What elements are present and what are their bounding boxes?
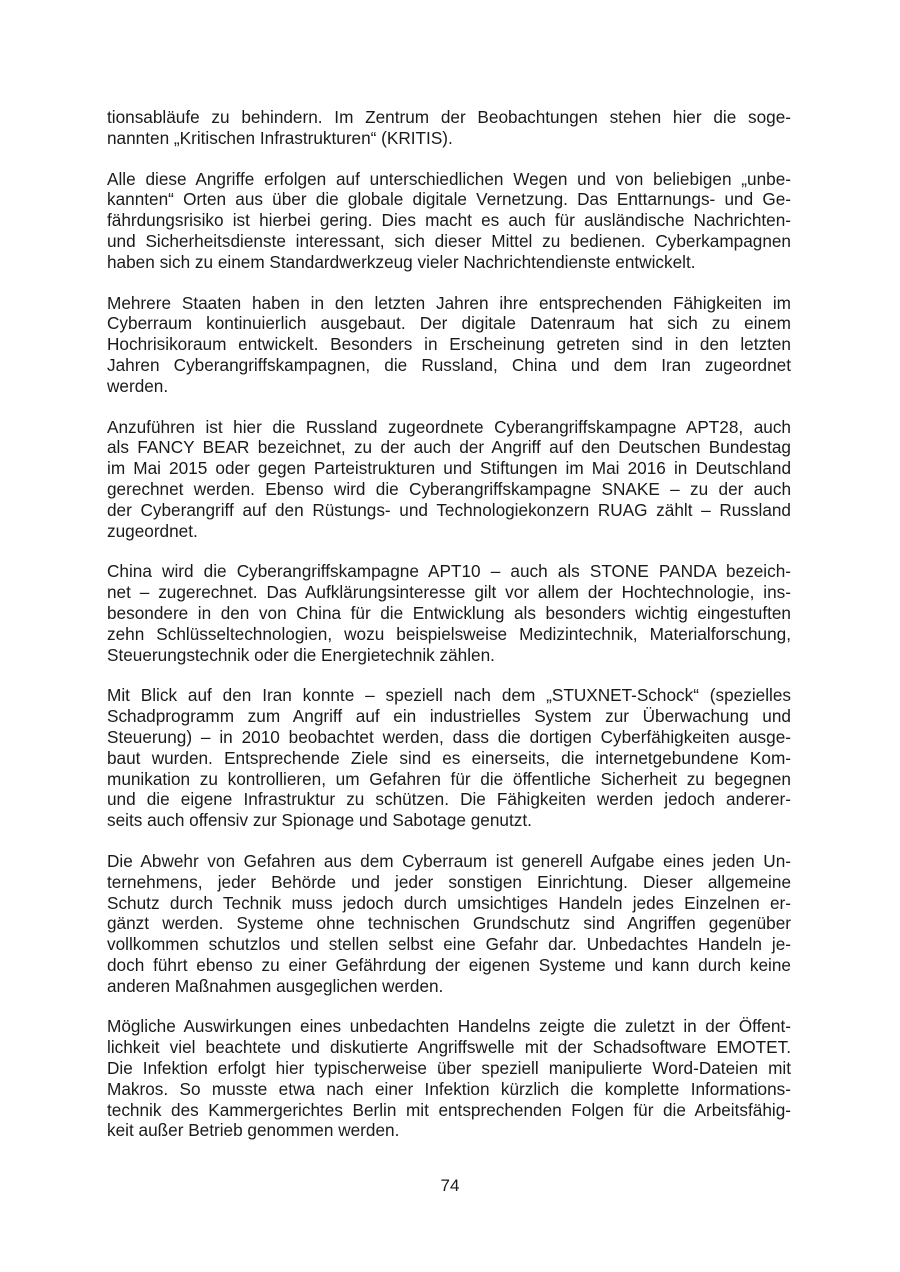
text-line: gänzt werden. Systeme ohne technischen Grundschutz sind Angriffen gegenüber — [107, 913, 791, 934]
text-line: zehn Schlüsseltechnologien, wozu beispielsweise Medizintechnik, Materialforschung, — [107, 623, 791, 644]
text-line: Jahren Cyberangriffskampagnen, die Russland, China und dem Iran zugeordnet — [107, 354, 791, 375]
text-line: baut wurden. Entsprechende Ziele sind es einerseits, die internetgebundene Kom- — [107, 747, 791, 768]
text-line: Steuerungstechnik oder die Energietechnik zählen. — [107, 644, 495, 665]
text-line: der Cyberangriff auf den Rüstungs- und Technologiekonzern RUAG zählt – Russland — [107, 499, 791, 520]
paragraph-iran — [107, 685, 791, 831]
text-line: lichkeit viel beachtete und diskutierte Angriffswelle mit der Schadsoftware EMOTET. — [107, 1037, 791, 1058]
paragraph-russia — [107, 417, 791, 542]
text-line: ternehmens, jeder Behörde und jeder sonstigen Einrichtung. Dieser allgemeine — [107, 871, 791, 892]
text-line: als FANCY BEAR bezeichnet, zu der auch der Angriff auf den Deutschen Bundestag — [107, 437, 791, 458]
text-line: Cyberraum kontinuierlich ausgebaut. Der digitale Datenraum hat sich zu einem — [107, 313, 791, 334]
text-line: im Mai 2015 oder gegen Parteistrukturen und Stiftungen im Mai 2016 in Deutschland — [107, 458, 791, 479]
text-line: keit außer Betrieb genommen werden. — [107, 1120, 400, 1141]
text-line: kannten“ Orten aus über die globale digitale Vernetzung. Das Enttarnungs- und Ge- — [107, 189, 791, 210]
text-line: nannten „Kritischen Infrastrukturen“ (KRITIS). — [107, 127, 453, 148]
page-number: 74 — [440, 1176, 460, 1195]
text-line: munikation zu kontrollieren, um Gefahren für die öffentliche Sicherheit zu begegnen — [107, 768, 791, 789]
text-line: Mögliche Auswirkungen eines unbedachten Handelns zeigte die zuletzt in der Öffent- — [107, 1016, 791, 1037]
text-line: anderen Maßnahmen ausgeglichen werden. — [107, 975, 444, 996]
paragraph-china — [107, 561, 791, 665]
text-line: technik des Kammergerichtes Berlin mit entsprechenden Folgen für die Arbeitsfähig- — [107, 1099, 791, 1120]
paragraph-attack-paths — [107, 169, 791, 273]
text-line: Anzuführen ist hier die Russland zugeordnete Cyberangriffskampagne APT28, auch — [107, 416, 791, 437]
text-line: Alle diese Angriffe erfolgen auf unterschiedlichen Wegen und von beliebigen „unbe- — [107, 168, 791, 189]
text-line: Hochrisikoraum entwickelt. Besonders in Erscheinung getreten sind in den letzten — [107, 334, 791, 355]
paragraph-states-capabilities — [107, 293, 791, 397]
paragraph-defense — [107, 851, 791, 997]
body-text — [107, 107, 791, 1161]
text-line: und Sicherheitsdienste interessant, sich dieser Mittel zu bedienen. Cyberkampagnen — [107, 230, 791, 251]
text-line: tionsabläufe zu behindern. Im Zentrum der Beobachtungen stehen hier die soge- — [107, 107, 791, 127]
text-line: Steuerung) – in 2010 beobachtet werden, dass die dortigen Cyberfähigkeiten ausge- — [107, 726, 791, 747]
text-line: Mit Blick auf den Iran konnte – speziell nach dem „STUXNET-Schock“ (spezielles — [107, 685, 791, 706]
text-line: Schadprogramm zum Angriff auf ein industrielles System zur Überwachung und — [107, 706, 791, 727]
text-line: besondere in den von China für die Entwicklung als besonders wichtig eingestuften — [107, 602, 791, 623]
text-line: Makros. So musste etwa nach einer Infektion kürzlich die komplette Informations- — [107, 1078, 791, 1099]
text-line: und die eigene Infrastruktur zu schützen. Die Fähigkeiten werden jedoch anderer- — [107, 789, 791, 810]
text-line: net – zugerechnet. Das Aufklärungsinteresse gilt vor allem der Hochtechnologie, ins- — [107, 582, 791, 603]
text-line: haben sich zu einem Standardwerkzeug vieler Nachrichtendienste entwickelt. — [107, 251, 696, 272]
paragraph-emotet — [107, 1016, 791, 1141]
text-line: vollkommen schutzlos und stellen selbst eine Gefahr dar. Unbedachtes Handeln je- — [107, 934, 791, 955]
text-line: Die Infektion erfolgt hier typischerweise über speziell manipulierte Word-Dateien mit — [107, 1058, 791, 1079]
text-line: seits auch offensiv zur Spionage und Sabotage genutzt. — [107, 810, 532, 831]
text-line: fährdungsrisiko ist hierbei gering. Dies macht es auch für ausländische Nachrichten- — [107, 210, 791, 231]
text-line: Schutz durch Technik muss jedoch durch umsichtiges Handeln jedes Einzelnen er- — [107, 892, 791, 913]
text-line: gerechnet werden. Ebenso wird die Cyberangriffskampagne SNAKE – zu der auch — [107, 478, 791, 499]
text-line: zugeordnet. — [107, 520, 198, 541]
text-line: Die Abwehr von Gefahren aus dem Cyberraum ist generell Aufgabe eines jeden Un- — [107, 850, 791, 871]
text-line: werden. — [107, 375, 169, 396]
text-line: Mehrere Staaten haben in den letzten Jahren ihre entsprechenden Fähigkeiten im — [107, 292, 791, 313]
text-line: doch führt ebenso zu einer Gefährdung der eigenen Systeme und kann durch keine — [107, 954, 791, 975]
paragraph-kritis — [107, 107, 791, 149]
text-line: China wird die Cyberangriffskampagne APT10 – auch als STONE PANDA bezeich- — [107, 561, 791, 582]
